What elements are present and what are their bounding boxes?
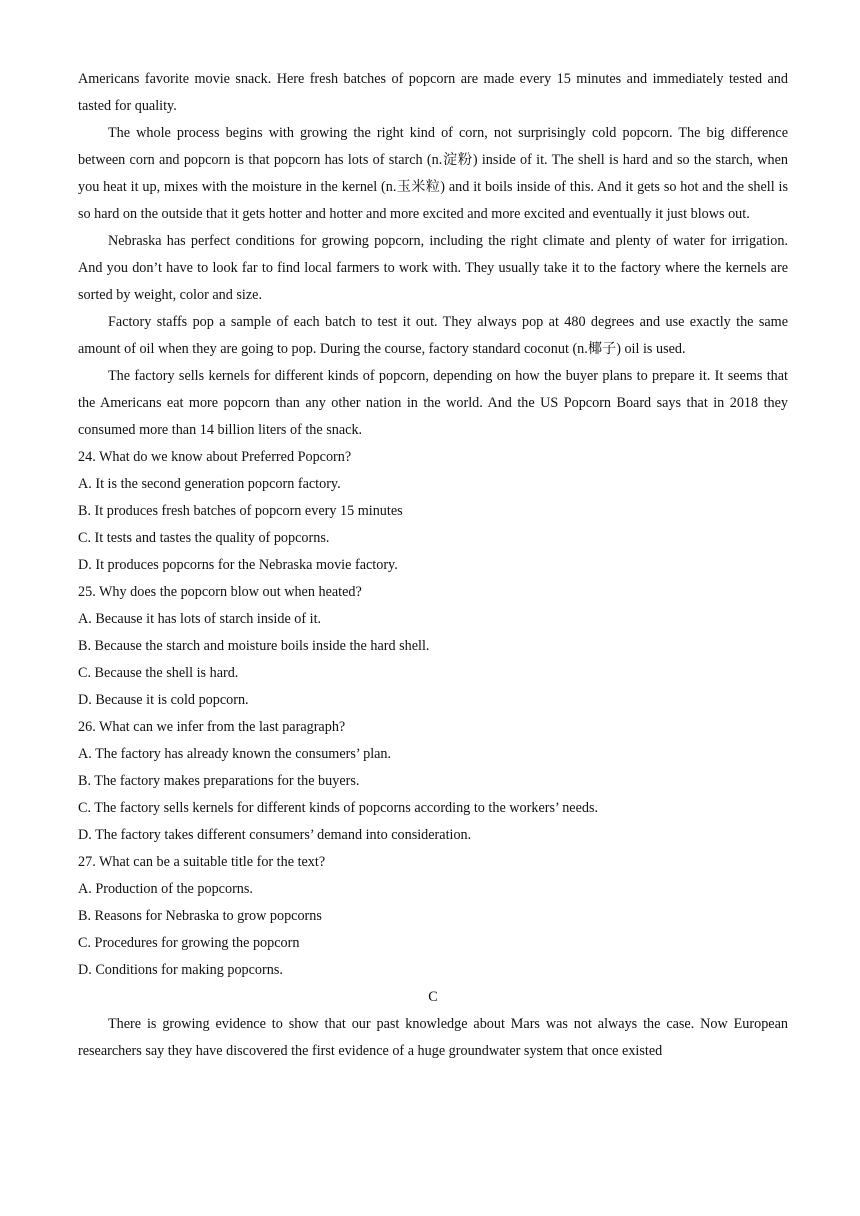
passage-c-title: C [428,989,438,1005]
option-a: A. It is the second generation popcorn factory. [78,476,341,492]
option-d: D. It produces popcorns for the Nebraska movie factory. [78,557,398,573]
question-25 [78,579,788,714]
question-26 [78,714,788,849]
option-c: C. The factory sells kernels for different kinds of popcorns according to the workers’ needs. [78,800,599,816]
option-c: C. Procedures for growing the popcorn [78,935,300,951]
option-c: C. Because the shell is hard. [78,665,239,681]
question-24 [78,444,788,579]
passage-b-paragraph-0: Americans favorite movie snack. Here fresh batches of popcorn are made every 15 minutes and immediately tested and tasted for quality. [78,71,788,114]
option-a: A. Because it has lots of starch inside of it. [78,611,322,627]
question-stem: 27. What can be a suitable title for the text? [78,854,326,870]
option-d: D. Because it is cold popcorn. [78,692,249,708]
option-b: B. Because the starch and moisture boils inside the hard shell. [78,638,430,654]
option-b: B. It produces fresh batches of popcorn every 15 minutes [78,503,403,519]
option-a: A. The factory has already known the consumers’ plan. [78,746,392,762]
question-stem: 24. What do we know about Preferred Popcorn? [78,449,352,465]
passage-b-paragraph-3: Factory staffs pop a sample of each batch to test it out. They always pop at 480 degrees and use exactly the same amount of oil when they are going to pop. During the course, factory standard coconut (n.椰子) oil is used. [78,314,788,357]
passage-b-paragraph-1: The whole process begins with growing the right kind of corn, not surprisingly cold popcorn. The big difference between corn and popcorn is that popcorn has lots of starch (n.淀粉) inside of it. The shell is hard and so the starch, when you heat it up, mixes with the moisture in the kernel (n.玉米粒) and it boils inside of this. And it gets so hot and the shell is so hard on the outside that it gets hotter and hotter and more excited and more excited and eventually it just blows out. [78,125,788,222]
question-stem: 26. What can we infer from the last paragraph? [78,719,346,735]
option-d: D. Conditions for making popcorns. [78,962,283,978]
passage-b-paragraph-2: Nebraska has perfect conditions for growing popcorn, including the right climate and plenty of water for irrigation. And you don’t have to look far to find local farmers to work with. They usually take it to the factory where the kernels are sorted by weight, color and size. [78,233,788,303]
option-c: C. It tests and tastes the quality of popcorns. [78,530,330,546]
option-d: D. The factory takes different consumers’ demand into consideration. [78,827,472,843]
question-stem: 25. Why does the popcorn blow out when heated? [78,584,362,600]
question-27 [78,849,788,984]
passage-b-paragraph-4: The factory sells kernels for different kinds of popcorn, depending on how the buyer plans to prepare it. It seems that the Americans eat more popcorn than any other nation in the world. And the US Popcorn Board says that in 2018 they consumed more than 14 billion liters of the snack. [78,368,788,438]
option-b: B. Reasons for Nebraska to grow popcorns [78,908,322,924]
option-a: A. Production of the popcorns. [78,881,253,897]
passage-c-paragraph-1: There is growing evidence to show that our past knowledge about Mars was not always the case. Now European researchers say they have discovered the first evidence of a huge groundwater system that once existed [78,1016,788,1059]
option-b: B. The factory makes preparations for the buyers. [78,773,360,789]
document-page [78,66,788,1065]
